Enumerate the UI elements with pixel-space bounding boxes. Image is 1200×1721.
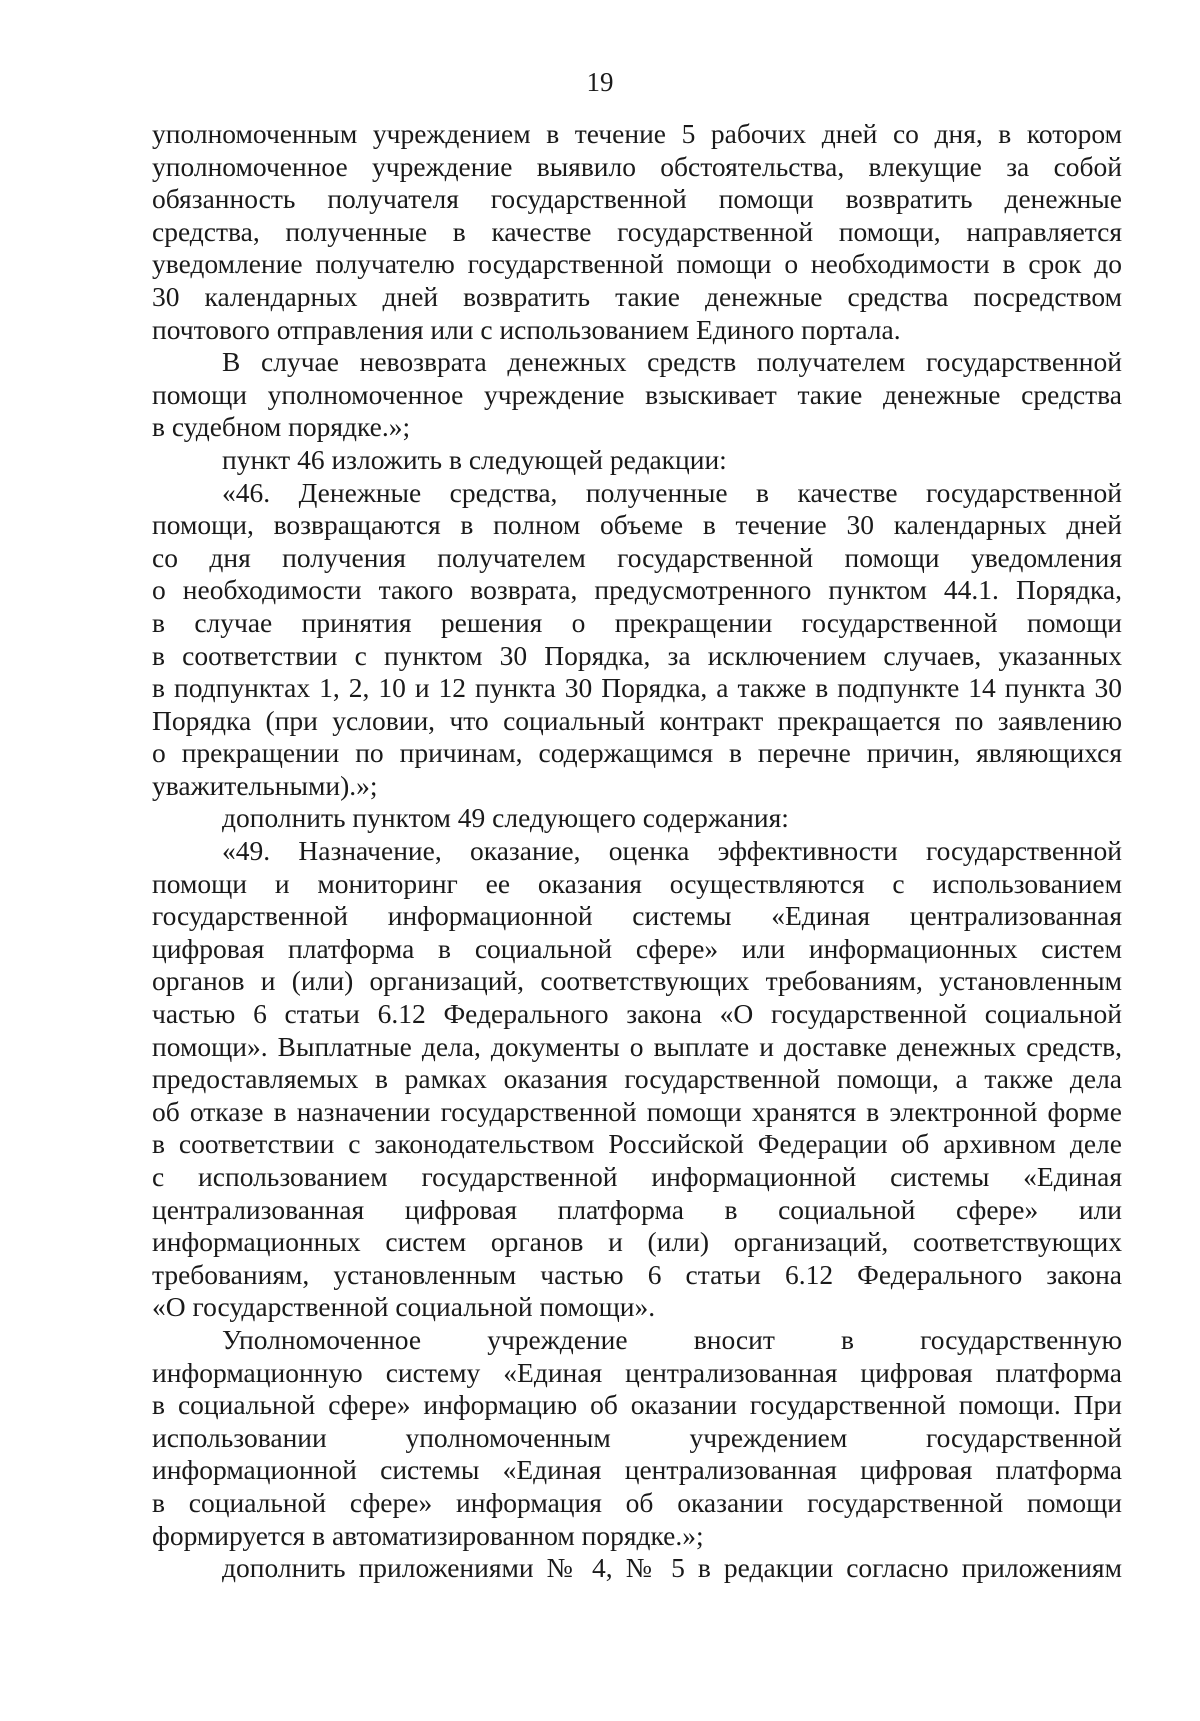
text-line: в социальной сфере» информацию об оказании государственной помощи. При: [152, 1389, 1122, 1421]
text-line: в подпунктах 1, 2, 10 и 12 пункта 30 Порядка, а также в подпункте 14 пункта 30: [152, 672, 1122, 704]
paragraph: [152, 1552, 1122, 1585]
text-line: «46. Денежные средства, полученные в качестве государственной: [222, 476, 1122, 508]
text-line: 30 календарных дней возвратить такие денежные средства посредством: [152, 280, 1122, 312]
text-line: требованиям, установленным частью 6 статьи 6.12 Федерального закона: [152, 1258, 1122, 1290]
text-line: обязанность получателя государственной помощи возвратить денежные: [152, 183, 1122, 215]
text-line: Порядка (при условии, что социальный контракт прекращается по заявлению: [152, 704, 1122, 736]
paragraph: [152, 1324, 1122, 1552]
text-line: уведомление получателю государственной помощи о необходимости в срок до: [152, 248, 1122, 280]
text-line: централизованная цифровая платформа в социальной сфере» или: [152, 1193, 1122, 1225]
text-line: в соответствии с пунктом 30 Порядка, за исключением случаев, указанных: [152, 639, 1122, 671]
text-line: помощи, возвращаются в полном объеме в течение 30 календарных дней: [152, 509, 1122, 541]
text-line: средства, полученные в качестве государственной помощи, направляется: [152, 215, 1122, 247]
text-line: уполномоченным учреждением в течение 5 рабочих дней со дня, в котором: [152, 118, 1122, 149]
text-line: В случае невозврата денежных средств получателем государственной: [222, 346, 1122, 378]
paragraph: [152, 444, 1122, 477]
text-line: информационную систему «Единая централизованная цифровая платформа: [152, 1356, 1122, 1388]
text-line: предоставляемых в рамках оказания государственной помощи, а также дела: [152, 1063, 1122, 1095]
text-line: пункт 46 изложить в следующей редакции:: [222, 443, 727, 475]
text-line: «О государственной социальной помощи».: [152, 1291, 656, 1323]
text-line: со дня получения получателем государственной помощи уведомления: [152, 541, 1122, 573]
text-line: уполномоченное учреждение выявило обстоятельства, влекущие за собой: [152, 150, 1122, 182]
text-line: дополнить пунктом 49 следующего содержания:: [222, 802, 789, 834]
text-line: помощи уполномоченное учреждение взыскивает такие денежные средства: [152, 378, 1122, 410]
paragraph: [152, 346, 1122, 444]
text-line: в судебном порядке.»;: [152, 411, 411, 443]
text-line: помощи». Выплатные дела, документы о выплате и доставке денежных средств,: [152, 1030, 1122, 1062]
text-line: в соответствии с законодательством Российской Федерации об архивном деле: [152, 1128, 1122, 1160]
paragraph: [152, 802, 1122, 835]
paragraph: [152, 118, 1122, 346]
text-line: уважительными).»;: [152, 769, 378, 801]
text-line: «49. Назначение, оказание, оценка эффективности государственной: [222, 835, 1122, 867]
text-line: об отказе в назначении государственной помощи хранятся в электронной форме: [152, 1095, 1122, 1127]
text-line: о прекращении по причинам, содержащимся в перечне причин, являющихся: [152, 737, 1122, 769]
text-line: информационной системы «Единая централизованная цифровая платформа: [152, 1454, 1122, 1486]
paragraph: [152, 835, 1122, 1324]
text-line: с использованием государственной информационной системы «Единая: [152, 1161, 1122, 1192]
text-line: в социальной сфере» информация об оказании государственной помощи: [152, 1486, 1122, 1518]
paragraph: [152, 477, 1122, 803]
text-line: Уполномоченное учреждение вносит в государственную: [222, 1323, 1122, 1355]
text-line: частью 6 статьи 6.12 Федерального закона «О государственной социальной: [152, 998, 1122, 1030]
document-body: [152, 118, 1122, 1585]
text-line: дополнить приложениями № 4, № 5 в редакции согласно приложениям: [222, 1552, 1122, 1584]
text-line: формируется в автоматизированном порядке.»;: [152, 1519, 704, 1551]
text-line: в случае принятия решения о прекращении государственной помощи: [152, 606, 1122, 638]
text-line: о необходимости такого возврата, предусмотренного пунктом 44.1. Порядка,: [152, 574, 1122, 606]
text-line: информационных систем органов и (или) организаций, соответствующих: [152, 1226, 1122, 1258]
text-line: цифровая платформа в социальной сфере» или информационных систем: [152, 932, 1122, 964]
text-line: органов и (или) организаций, соответствующих требованиям, установленным: [152, 965, 1122, 997]
text-line: государственной информационной системы «Единая централизованная: [152, 900, 1122, 932]
text-line: использовании уполномоченным учреждением государственной: [152, 1421, 1122, 1453]
page-number: 19: [586, 67, 614, 97]
text-line: помощи и мониторинг ее оказания осуществляются с использованием: [152, 867, 1122, 899]
text-line: почтового отправления или с использованием Единого портала.: [152, 313, 901, 345]
